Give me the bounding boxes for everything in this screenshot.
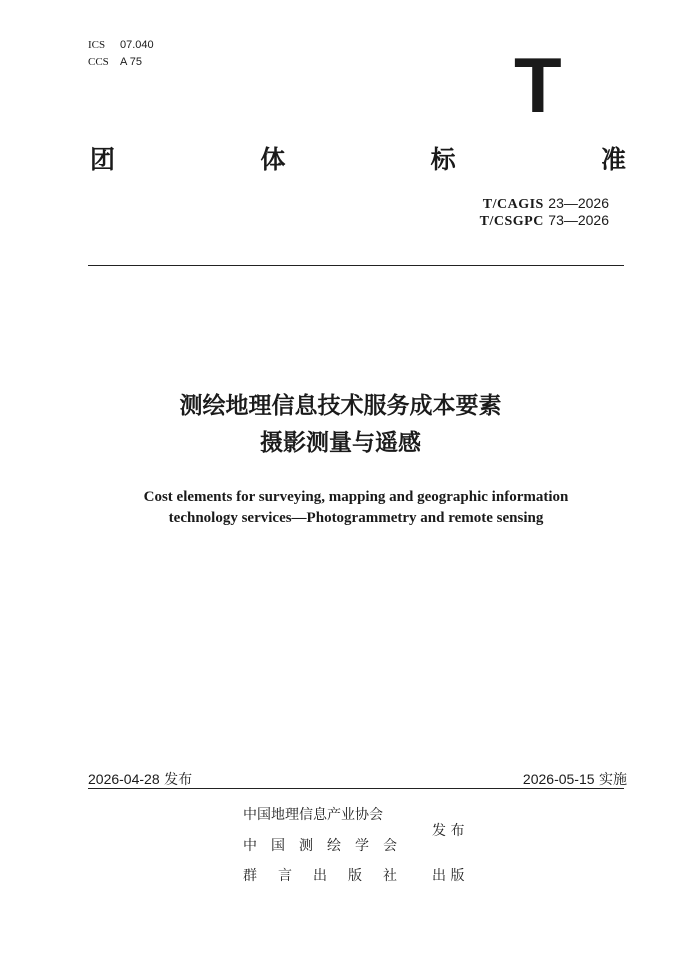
date-divider [88,788,624,789]
publisher-press-char: 群 [243,868,257,884]
ccs-label: CCS [88,56,109,68]
header-char: 团 [90,145,116,174]
issue-date-value: 2026-04-28 [88,771,160,787]
standard-code: T/CSGPC [479,214,544,229]
publisher-org2-char: 测 [299,838,313,854]
implement-date-value: 2026-05-15 [522,771,595,787]
implement-date [523,770,627,789]
ics-label: ICS [88,39,106,51]
ics-value: 07.040 [120,39,154,51]
issue-date [88,770,192,789]
standard-year: 23—2026 [548,195,609,211]
standard-code: T/CAGIS [482,197,544,212]
publisher-org2 [243,837,397,855]
publisher-org2-char: 学 [355,838,369,854]
ccs-row [88,55,142,69]
header-char: 标 [430,145,456,174]
ics-row [88,38,154,52]
standard-number-2 [480,211,609,231]
standard-type-header [90,140,626,176]
header-char: 体 [260,145,286,174]
publisher-press-char: 出 [313,868,327,884]
issue-action: 发 布 [432,823,465,839]
title-en-line1: Cost elements for surveying, mapping and geographic information [143,489,569,505]
issue-date-label: 发布 [164,772,193,788]
publisher-org1: 中国地理信息产业协会 [243,807,383,823]
title-cn-line2: 摄影测量与遥感 [260,430,421,456]
ccs-value: A 75 [120,56,143,68]
publisher-org2-char: 会 [383,838,397,854]
divider [88,265,624,266]
publisher-org2-char: 绘 [327,838,341,854]
category-letter: T [514,41,562,129]
publisher-org2-char: 国 [271,838,285,854]
publisher-press-char: 社 [383,868,397,884]
header-char: 准 [600,145,626,174]
press-action: 出 版 [432,868,465,884]
publisher-press [243,867,397,885]
title-en-line2: technology services—Photogrammetry and remote sensing [168,510,544,526]
publisher-org2-char: 中 [243,838,257,854]
implement-date-label: 实施 [599,772,627,788]
title-cn-line1: 测绘地理信息技术服务成本要素 [179,393,502,419]
standard-year: 73—2026 [548,212,609,228]
publisher-press-char: 版 [348,868,362,884]
publisher-press-char: 言 [278,868,292,884]
